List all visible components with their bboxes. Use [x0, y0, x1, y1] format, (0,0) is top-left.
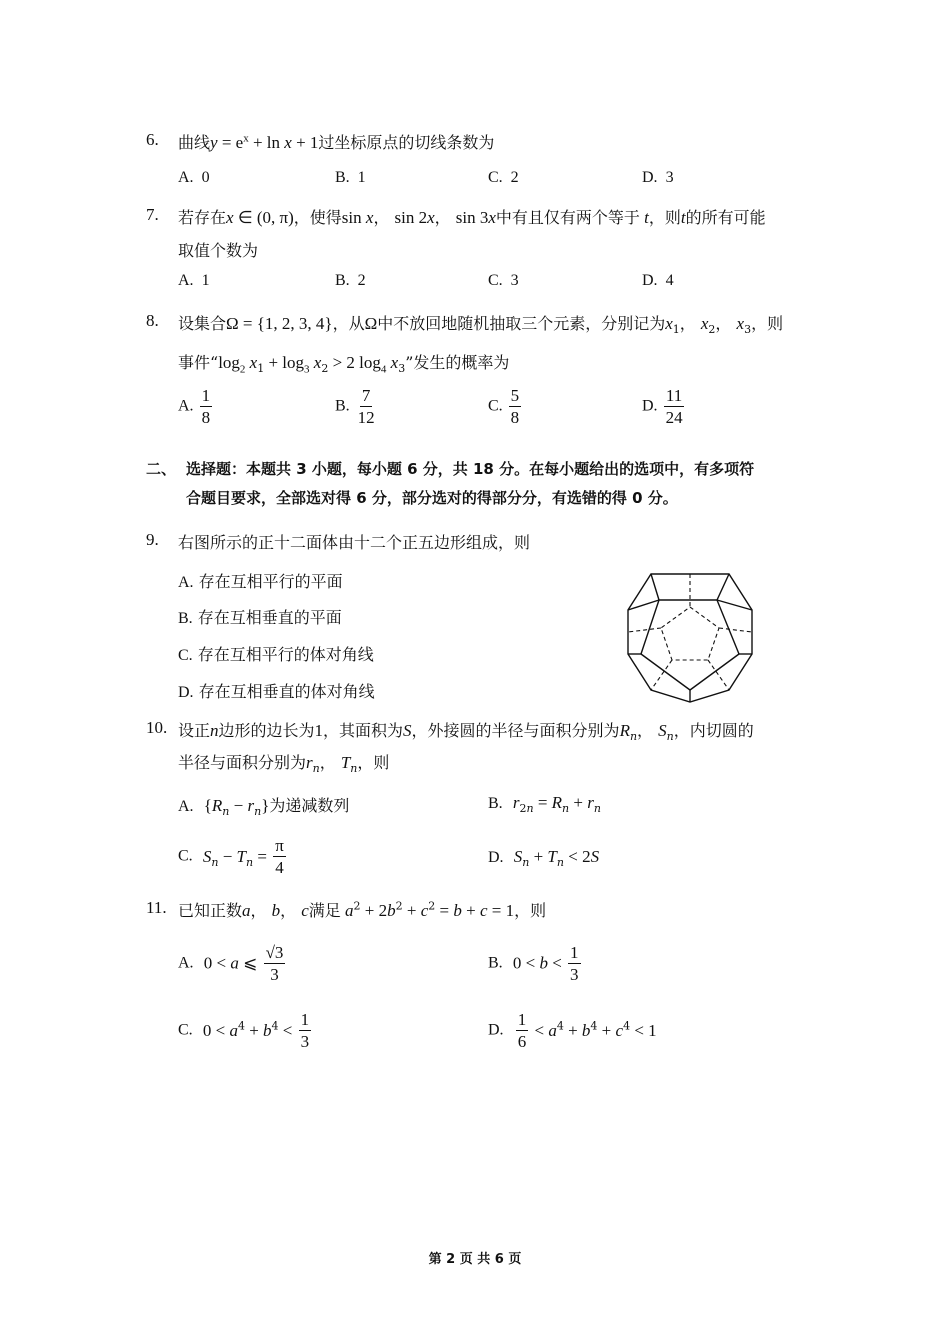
q11-stem: 已知正数a， b， c满足 $a^2 + 2b^2 + c^2 = b + c = 1$，则 [178, 899, 547, 920]
q9-option-c: C. 存在互相平行的体对角线 [178, 645, 374, 664]
q6-option-d: D. 3 [642, 169, 674, 186]
q7-option-b: B. 2 [335, 272, 366, 289]
q9-stem: 右图所示的正十二面体由十二个正五边形组成，则 [178, 533, 531, 552]
q8-stem-line2: 事件“$\log_2$ $x_1 + \log_3 x_2 > 2$ $\log_4 x_3$”发生的概率为 [178, 353, 510, 376]
q7-option-c: C. 3 [488, 272, 519, 289]
q7-option-d: D. 4 [642, 272, 674, 289]
q11-option-b: B. 0 < b < $\frac{1}{3}$ [488, 943, 579, 984]
q10-stem-line2: 半径与面积分别为$r_n$， $T_n$，则 [178, 753, 390, 776]
hidden-back-pentagon [661, 607, 719, 660]
q6-option-a: A. 0 [178, 169, 210, 186]
page-footer: 第 2 页 共 6 页 [428, 1252, 522, 1267]
q6-stem: 曲线$y = e^x + \ln x + 1$过坐标原点的切线条数为 [178, 132, 495, 152]
q11-option-a: A. 0 < a ⩽ $\frac{√3}{3}$ [178, 943, 284, 984]
q6-option-c: C. 2 [488, 169, 519, 186]
hidden-edge-left [628, 628, 661, 632]
dodecahedron-figure [615, 562, 765, 704]
q7-stem-line2: 取值个数为 [178, 241, 259, 260]
q7-number: 7. [146, 205, 159, 224]
q8-number: 8. [146, 311, 159, 330]
section2-line2: 合题目要求，全部选对得 6 分，部分选对的得部分分，有选错的得 0 分。 [186, 489, 678, 507]
q9-option-b: B. 存在互相垂直的平面 [178, 608, 342, 627]
q10-option-a: A. $\{R_n - r_n\}$为递减数列 [178, 796, 350, 819]
q8-option-c: C. $\frac{5}{8}$ [488, 386, 520, 427]
hidden-edge-right [719, 628, 752, 632]
section2-line1: 选择题：本题共 3 小题，每小题 6 分，共 18 分。在每小题给出的选项中，有多项符 [186, 460, 755, 478]
q8-option-a: A. $\frac{1}{8}$ [178, 386, 211, 427]
q11-option-c: C. $0 < a^4 + b^4$ < $\frac{1}{3}$ [178, 1010, 310, 1051]
q9-number: 9. [146, 530, 159, 549]
q9-option-a: A. 存在互相平行的平面 [178, 572, 343, 591]
q10-option-b: B. $r_{2n} = R_n + r_n$ [488, 793, 601, 816]
q11-number: 11. [146, 898, 167, 917]
q10-option-d: D. $S_n + T_n < 2S$ [488, 847, 600, 870]
q7-stem-line1: 若存在x ∈ (0, π)，使得sin x， sin 2x， sin 3x中有且仅有两个等于 t，则t的所有可能 [178, 208, 766, 227]
front-edge-left [641, 600, 659, 654]
section2-label: 二、 [146, 460, 177, 478]
q9-option-d: D. 存在互相垂直的体对角线 [178, 682, 375, 701]
q11-option-d: D. $\frac{1}{6}$ < $a^4 + b^4 + c^4 < 1$ [488, 1010, 657, 1051]
q7-option-a: A. 1 [178, 272, 210, 289]
q10-stem-line1: 设正n边形的边长为1，其面积为S，外接圆的半径与面积分别为$R_n$， $S_n$，内切圆的 [178, 721, 754, 744]
q10-number: 10. [146, 718, 168, 737]
q6-number: 6. [146, 130, 159, 149]
q6-option-b: B. 1 [335, 169, 366, 186]
front-edge-right [717, 600, 739, 654]
q10-option-c: C. $S_n - T_n$ = $\frac{\pi}{4}$ [178, 836, 284, 877]
q8-stem-line1: 设集合Ω = {1, 2, 3, 4}，从Ω中不放回地随机抽取三个元素，分别记为$x_1$， $x_2$， $x_3$，则 [178, 314, 784, 337]
q8-option-b: B. $\frac{7}{12}$ [335, 386, 375, 427]
q8-option-d: D. $\frac{11}{24}$ [642, 386, 683, 427]
